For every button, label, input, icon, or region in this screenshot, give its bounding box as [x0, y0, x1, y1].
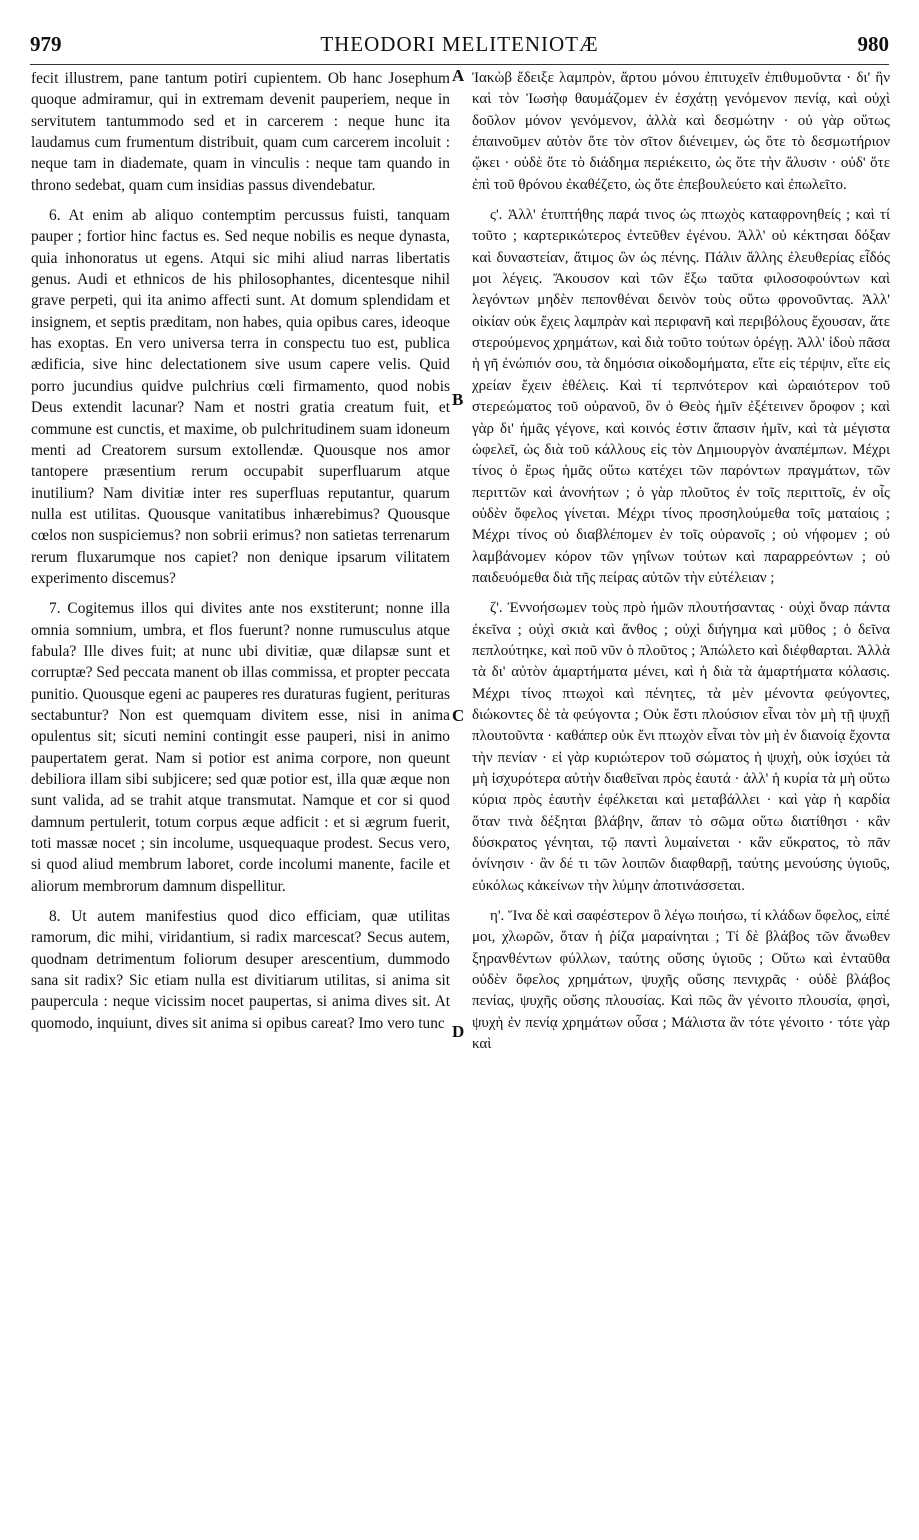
latin-paragraph: 6. At enim ab aliquo contemptim percussus fuisti, tanquam pauper ; fortior hinc factus es. Sed neque nobilis es neque dynasta, quia inhonoratus ut egens. Atqui sic mihi aliud narras libertatis genus. Audi et ethnicos de his philosophantes, dicentesque nihil grave perpeti, qui ita animo affecti sunt. At domum splendidam et insignem, et septis præditam, non habes, quia opibus cares, ideoque has exoptas. En vero universa terra in conspectu tuo est, publica ædificia, sive hinc delectationem sive usum capere velis. Quid porro jucundius quidve pulchrius cœli firmamento, quod nobis Deus extendit lacunar? Nam et nostri gratia creatum fuit, et commune est cunctis, et maxime, ob pulchritudinem suam idoneum menti ad Creatorem sursum extollendæ. Quousque nos amor tantopere præsentium rerum occupabit superfluarum atque inutilium? Nam divitiæ inter res superfluas reputantur, quarum nulla est utilitas. Quousque vanitatibus inhærebimus? Quousque cœlos non suspiciemus? non sobrii erimus? non satietas terrenarum rerum fluxarumque nos capiet? non denique ipsarum vilitatem experimento discemus?: [31, 207, 450, 587]
section-marker-d: D: [452, 1022, 465, 1041]
latin-paragraph: fecit illustrem, pane tantum potiri cupientem. Ob hanc Josephum quoque admiramur, qui in extremam devenit pauperiem, neque in servitutem tantummodo sed et in carcerem : neque hunc ita laudamus cum frumentum distribuit, quam cum carcerem incoluit : neque tam in diademate, quam in vinculis : neque tam quando in throno sedebat, quam cum insidias passus divendebatur.: [31, 70, 450, 194]
page-header: [30, 30, 889, 62]
section-marker-c: C: [452, 706, 465, 725]
section-marker-a: A: [452, 66, 465, 85]
latin-paragraph: 7. Cogitemus illos qui divites ante nos exstiterunt; nonne illa omnia somnium, umbra, et flos fuerunt? nonne rumusculus atque fabula? Ille dives fuit; at nunc ubi divitiæ, quæ dilapsæ sunt et corruptæ? Sed peccata manent ob illas commissa, et propter peccata punitio. Quousque egeni ac pauperes res duraturas fugient, perituras sectabuntur? Non est quemquam divitem esse, nisi in anima opulentus sit; sicuti nemini contingit esse pauperi, nisi in animo paupertatem gerat. Nam si potior est anima corpore, non queunt debiliora illam sibi subjicere; sed quæ potior est, illa quæ æque non sunt valida, ad se trahit atque transmutat. Namque et cor si quod damnum pertulerit, totum corpus æque adficit : et si ægrum fuerit, toti massæ nocet ; sin incolume, usquequaque prodest. Secus vero, si quod aliud membrum laboret, corde incolumi manente, facile et aliorum membrorum damnum dispellitur.: [31, 600, 450, 895]
header-rule: [30, 64, 889, 65]
greek-column: [472, 68, 890, 1064]
section-marker-b: B: [452, 390, 464, 409]
latin-paragraph: 8. Ut autem manifestius quod dico efficiam, quæ utilitas ramorum, dic mihi, viridantium, si radix marcescat? Secus autem, quodnam detrimentum foliorum desuper arescentium, dummodo sana sit radix? Sic etiam nulla est divitiarum utilitas, si anima sit paupercula : neque vicissim nocet paupertas, si anima dives sit. At quomodo, inquiunt, dives sit anima si opibus careat? Imo vero tunc: [31, 908, 450, 1032]
greek-paragraph: ζ'. Ἐννοήσωμεν τοὺς πρὸ ἡμῶν πλουτήσαντας · οὐχὶ ὄναρ πάντα ἐκεῖνα ; οὐχὶ σκιὰ καὶ ἄνθος ; οὐχὶ διήγημα καὶ μῦθος ; ὁ δεῖνα πεπλούτηκε, καὶ ποῦ νῦν ὁ πλοῦτος ; Ἀπώλετο καὶ διέφθαρται. Ἀλλὰ τὰ δι' αὐτὸν ἁμαρτήματα μένει, καὶ ἡ διὰ τὰ ἁμαρτήματα κόλασις. Μέχρι τίνος πτωχοὶ καὶ πένητες, τὰ μὲν μένοντα φεύγοντες, διώκοντες δὲ τὰ φεύγοντα ; Οὐκ ἔστι πλούσιον εἶναι τὸν μὴ τῇ ψυχῇ πλουτοῦντα · καθάπερ οὐκ ἔνι πτωχὸν εἶναι τὸν μὴ ἐν διανοίᾳ ἔχοντα τὴν πενίαν · εἰ γὰρ κυριώτερον τοῦ σώματος ἡ ψυχὴ, οὐκ ἰσχύει τὰ μὴ ἰσχυρότερα αὐτὴν διαθεῖναι πρὸς ἑαυτά · ἀλλ' ἡ κυρία τὰ μὴ οὕτω κύρια πρὸς ἑαυτὴν ἐφέλκεται καὶ μεταβάλλει · καὶ γὰρ ἡ καρδία ὅταν τινὰ δέξηται βλάβην, ἅπαν τὸ σῶμα οὕτω διατίθησι · κἂν δύσκρατος γένηται, τῷ παντὶ λυμαίνεται · κἂν εὔκρατος, τὸ πᾶν ὀνίνησιν · ἂν δέ τι τῶν λοιπῶν διαφθαρῇ, ταύτης μενούσης ὑγιοῦς, εὐκόλως κἀκείνων τὴν λύμην ἀποτινάσσεται.: [472, 600, 890, 894]
page-number-right: 980: [857, 32, 889, 56]
running-title: THEODORI MELITENIOTÆ: [320, 32, 599, 56]
greek-paragraph: Ἰακὼβ ἔδειξε λαμπρὸν, ἄρτου μόνου ἐπιτυχεῖν ἐπιθυμοῦντα · δι' ἣν καὶ τὸν Ἰωσὴφ θαυμάζομεν ἐν ἐσχάτῃ γενόμενον πενίᾳ, καὶ οὐχὶ δοῦλον μόνον γενόμενον, ἀλλὰ καὶ δεσμώτην · οὐ γὰρ οὕτως ἐπαινοῦμεν αὐτὸν ὅτε τὸν σῖτον διένειμεν, ὡς ὅτε τὸ δεσμωτήριον ᾤκει · οὐδὲ ὅτε τὸ διάδημα περιέκειτο, ὡς ὅτε τὴν ἅλυσιν · οὐδ' ὅτε ἐπὶ τοῦ θρόνου ἐκαθέζετο, ὡς ὅτε ἐπεβουλεύετο καὶ ἐπωλεῖτο.: [472, 70, 890, 193]
page-number-left: 979: [30, 32, 62, 56]
greek-paragraph: ς'. Ἀλλ' ἐτυπτήθης παρά τινος ὡς πτωχὸς καταφρονηθείς ; καὶ τί τοῦτο ; καρτερικώτερος ἐντεῦθεν ἐγένου. Ἀλλ' οὐ κέκτησαι δόξαν καὶ δυναστείαν, ἄτιμος ὢν ὡς πένης. Πάλιν ἄλλης ἐλευθερίας εἶδός μοι λέγεις. Ἄκουσον καὶ τῶν ἔξω ταῦτα φιλοσοφούντων καὶ λεγόντων μηδὲν πεπονθέναι δεινὸν τοὺς οὕτω φρονοῦντας. Ἀλλ' οἰκίαν οὐκ ἔχεις λαμπρὰν καὶ περιφανῆ καὶ περιβόλους ἔχουσαν, ἅτε στερούμενος χρημάτων, καὶ διὰ τοῦτο τούτων ὀρέγῃ. Ἀλλ' ἰδοὺ πᾶσα ἡ γῆ ἐνώπιόν σου, τὰ δημόσια οἰκοδομήματα, εἴτε εἰς τέρψιν, εἴτε εἰς χρείαν ἔχειν ἐθέλεις. Καὶ τί τερπνότερον καὶ ὡραιότερον τοῦ στερεώματος τοῦ οὐρανοῦ, ὃν ὁ Θεὸς ἡμῖν ἐξέτεινεν ὄροφον ; καὶ γὰρ δι' ἡμᾶς γέγονε, καὶ κοινός ἐστιν ἅπασιν ἡμῖν, καὶ τὰ μέγιστα ὠφελεῖ, ὡς διὰ τοῦ κάλλους εἰς τὸν Δημιουργὸν ἀναπέμπων. Μέχρι τίνος ὁ ἔρως ἡμᾶς οὕτω κατέχει τῶν παρόντων πραγμάτων, τῶν περιττῶν καὶ ἀνονήτων ; ὁ γὰρ πλοῦτος ἐν τοῖς περιττοῖς, ἐν οἷς οὐδὲν ὄφελος γίνεται. Μέχρι τίνος προσηλούμεθα τοῖς ματαίοις ; Μέχρι τίνος οὐ διαβλέπομεν ἐν τοῖς οὐρανοῖς ; οὐ νήφομεν ; οὐ λαμβάνομεν κόρον τῶν γηΐνων τούτων καὶ παραρρεόντων ; οὐ παιδευόμεθα διὰ τῆς πείρας αὐτῶν τὴν εὐτέλειαν ;: [472, 207, 890, 586]
latin-column: [31, 68, 450, 1043]
greek-paragraph: η'. Ἵνα δὲ καὶ σαφέστερον ὃ λέγω ποιήσω, τί κλάδων ὄφελος, εἰπέ μοι, χλωρῶν, ὅταν ἡ ῥίζα μαραίνηται ; Τί δὲ βλάβος τῶν ἄνωθεν ξηρανθέντων φύλλων, ταύτης οὔσης ὑγιοῦς ; Οὕτω καὶ ἐνταῦθα οὐδὲν ὄφελος χρημάτων, ψυχῆς οὔσης πενιχρᾶς · οὐδὲ βλάβος πενίας, ψυχῆς οὔσης πλουσίας. Καὶ πῶς ἂν γένοιτο πλουσία, φησὶ, ψυχὴ ἐν πενίᾳ χρημάτων οὖσα ; Μάλιστα ἂν τότε γένοιτο · τότε γὰρ καὶ: [472, 908, 890, 1053]
